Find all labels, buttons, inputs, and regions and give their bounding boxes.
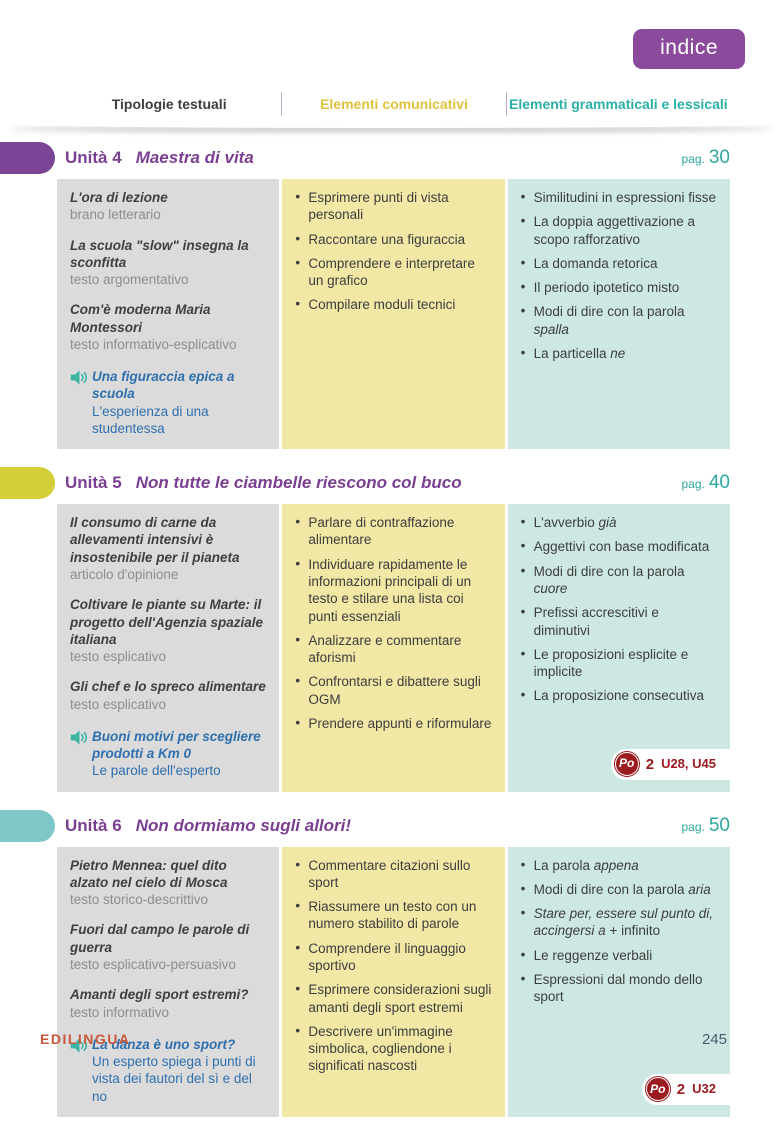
text-entry — [70, 921, 267, 973]
communicative-column — [282, 847, 504, 1117]
list-item: • La particella ne — [521, 345, 718, 362]
speaker-icon — [70, 728, 92, 780]
po-icon: Po — [615, 752, 639, 776]
list-item: • Prefissi accrescitivi e diminutivi — [521, 604, 718, 639]
texts-column — [57, 504, 279, 791]
unit-title: Maestra di vita — [135, 148, 254, 167]
unit-page-ref — [682, 147, 731, 169]
unit-section — [0, 141, 782, 449]
grammar-column — [508, 179, 730, 449]
po-badge — [642, 1074, 730, 1105]
unit-color-tab — [0, 142, 55, 174]
list-item: • Modi di dire con la parola spalla — [521, 303, 718, 338]
brand-logo: EDILINGUA — [40, 1031, 131, 1047]
speaker-icon — [70, 368, 92, 437]
audio-entry — [70, 368, 267, 437]
text-type-label: articolo d'opinione — [70, 566, 179, 582]
texts-column — [57, 179, 279, 449]
unit-title: Non tutte le ciambelle riescono col buco — [135, 473, 462, 493]
badge-number: 2 — [676, 1080, 686, 1098]
page-ref-label: pag. — [681, 819, 705, 834]
po-icon: Po — [646, 1077, 670, 1101]
unit-color-tab — [0, 810, 55, 842]
list-item: • Aggettivi con base modificata — [521, 538, 718, 555]
audio-subtitle: Le parole dell'esperto — [92, 763, 221, 779]
text-type-label: testo esplicativo — [70, 649, 167, 665]
list-item: • Individuare rapidamente le informazioni principali di un testo e stilare una lista coi punti essenziali — [295, 556, 492, 625]
text-title: La scuola "slow" insegna la sconfitta — [70, 237, 249, 270]
text-entry — [70, 514, 267, 583]
list-item: • Confrontarsi e dibattere sugli OGM — [295, 673, 492, 708]
text-title: Pietro Mennea: quel dito alzato nel cielo di Mosca — [70, 857, 228, 890]
indice-tab: indice — [633, 29, 745, 69]
text-type-label: testo informativo-esplicativo — [70, 336, 237, 352]
unit-name: Unità 4 — [65, 148, 122, 167]
list-item: • Esprimere punti di vista personali — [295, 189, 492, 224]
unit-title-row — [0, 466, 782, 500]
text-entry — [70, 986, 267, 1021]
list-item: • Modi di dire con la parola cuore — [521, 563, 718, 598]
text-entry — [70, 678, 267, 713]
list-item: • Esprimere considerazioni sugli amanti degli sport estremi — [295, 981, 492, 1016]
list-item: • Parlare di contraffazione alimentare — [295, 514, 492, 549]
text-entry — [70, 237, 267, 289]
list-item: • Compilare moduli tecnici — [295, 296, 492, 313]
list-item: • Il periodo ipotetico misto — [521, 279, 718, 296]
page-ref-label: pag. — [681, 152, 705, 166]
text-type-label: testo esplicativo — [70, 696, 167, 712]
unit-color-tab — [0, 467, 55, 499]
audio-title: Una figuraccia epica a scuola — [92, 369, 235, 402]
list-item: • Le reggenze verbali — [521, 947, 718, 964]
text-type-label: testo storico-descrittivo — [70, 892, 209, 908]
unit-content-grid — [57, 179, 730, 449]
audio-title: La danza è uno sport? — [92, 1036, 236, 1052]
unit-title-row — [0, 809, 782, 843]
text-entry — [70, 189, 267, 224]
text-title: Il consumo di carne da allevamenti intensivi è insostenibile per il pianeta — [70, 515, 240, 565]
list-item: • Similitudini in espressioni fisse — [521, 189, 718, 206]
text-title: Fuori dal campo le parole di guerra — [70, 922, 250, 955]
badge-unit-refs: U28, U45 — [661, 755, 716, 771]
page-ref-number: 30 — [708, 147, 730, 168]
po-badge — [611, 749, 730, 780]
unit-content-grid — [57, 847, 730, 1117]
header-tipologie-testuali: Tipologie testuali — [111, 96, 227, 112]
badge-unit-refs: U32 — [692, 1081, 716, 1097]
list-item: • Analizzare e commentare aforismi — [295, 632, 492, 667]
list-item: • La doppia aggettivazione a scopo rafforzativo — [521, 213, 718, 248]
list-item: • La parola appena — [521, 857, 718, 874]
text-title: Coltivare le piante su Marte: il progetto dell'Agenzia spaziale italiana — [70, 597, 263, 647]
unit-title-row — [0, 141, 782, 175]
text-type-label: testo esplicativo-persuasivo — [70, 956, 236, 972]
unit-title: Non dormiamo sugli allori! — [135, 815, 352, 835]
text-entry — [70, 301, 267, 353]
text-entry — [70, 596, 267, 665]
list-item: • Modi di dire con la parola aria — [521, 881, 718, 898]
text-type-label: testo informativo — [70, 1004, 170, 1020]
unit-name: Unità 6 — [65, 815, 122, 835]
page-ref-label: pag. — [681, 477, 705, 492]
page-number: 245 — [701, 1031, 727, 1048]
list-item: • Descrivere un'immagine simbolica, cogliendone i significati nascosti — [295, 1023, 492, 1075]
text-title: Com'è moderna Maria Montessori — [70, 302, 211, 335]
text-title: Gli chef e lo spreco alimentare — [70, 679, 266, 695]
texts-column — [57, 847, 279, 1117]
unit-page-ref — [682, 472, 731, 494]
page-ref-number: 50 — [708, 814, 730, 836]
text-type-label: testo argomentativo — [70, 272, 189, 288]
unit-section — [0, 809, 782, 1117]
list-item: • Raccontare una figuraccia — [295, 231, 492, 248]
audio-subtitle: Un esperto spiega i punti di vista dei fautori del sì e del no — [92, 1054, 256, 1104]
list-item: • La domanda retorica — [521, 255, 718, 272]
header-elementi-grammaticali: Elementi grammaticali e lessicali — [506, 92, 730, 116]
unit-page-ref — [682, 815, 731, 837]
list-item: • Comprendere e interpretare un grafico — [295, 255, 492, 290]
grammar-column — [508, 847, 730, 1117]
communicative-column — [282, 179, 504, 449]
page-ref-number: 40 — [708, 472, 730, 494]
text-title: Amanti degli sport estremi? — [70, 987, 249, 1003]
text-type-label: brano letterario — [70, 207, 161, 223]
page-footer — [40, 1031, 727, 1048]
list-item: • La proposizione consecutiva — [521, 687, 718, 704]
unit-content-grid — [57, 504, 730, 791]
list-item: • Le proposizioni esplicite e implicite — [521, 646, 718, 681]
audio-entry — [70, 728, 267, 780]
list-item: • Espressioni dal mondo dello sport — [521, 971, 718, 1006]
audio-title: Buoni motivi per scegliere prodotti a Km 0 — [92, 728, 261, 762]
list-item: • Comprendere il linguaggio sportivo — [295, 940, 492, 975]
audio-subtitle: L'esperienza di una studentessa — [92, 403, 209, 436]
text-title: L'ora di lezione — [70, 190, 168, 205]
unit-section — [0, 466, 782, 791]
text-entry — [70, 857, 267, 909]
communicative-column — [282, 504, 504, 791]
list-item: • Stare per, essere sul punto di, accingersi a + infinito — [521, 905, 718, 940]
badge-number: 2 — [645, 755, 655, 773]
list-item: • L'avverbio già — [521, 514, 718, 531]
list-item: • Prendere appunti e riformulare — [295, 715, 492, 732]
list-item: • Riassumere un testo con un numero stabilito di parole — [295, 898, 492, 933]
header-elementi-comunicativi: Elementi comunicativi — [281, 92, 505, 116]
units-container — [0, 141, 782, 1134]
unit-name: Unità 5 — [65, 473, 122, 493]
list-item: • Commentare citazioni sullo sport — [295, 857, 492, 892]
grammar-column — [508, 504, 730, 791]
column-headers — [0, 92, 782, 128]
